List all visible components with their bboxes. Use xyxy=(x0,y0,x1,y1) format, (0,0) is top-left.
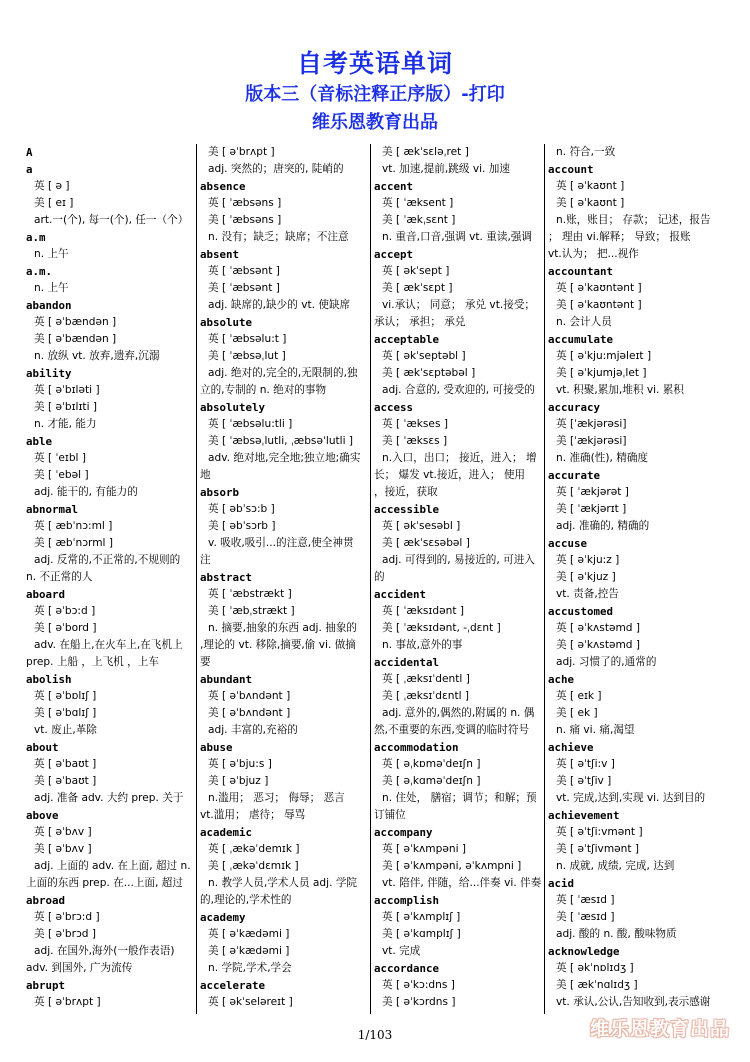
entry-line: prep. 上船 ，上飞机 ，上车 xyxy=(26,656,159,668)
entry-line: 上面的东西 prep. 在...上面, 超过 xyxy=(26,877,183,889)
headword: account xyxy=(548,163,594,176)
entry-line: 美 [ əˈbjuz ] xyxy=(208,775,269,787)
entry-line: vt.滥用； 虐待； 辱骂 xyxy=(200,809,306,821)
entry-line: 英 [ əkˈseləreɪt ] xyxy=(208,996,293,1008)
entry-line: 地 xyxy=(200,469,211,481)
entry-line: 美 [ əˈkædəmi ] xyxy=(208,945,290,957)
headword: accumulate xyxy=(548,333,614,346)
entry-line: n. 才能, 能力 xyxy=(34,418,97,430)
headword: acid xyxy=(548,877,575,890)
entry-line: 然,不重要的东西,变调的临时符号 xyxy=(374,724,530,736)
entry-line: 美 [ ækˈsɛpt ] xyxy=(382,282,453,294)
headword: accelerate xyxy=(200,979,266,992)
entry-line: 美 [ əˈkaʊntənt ] xyxy=(556,299,642,311)
entry-line: 美 [ əˈbaʊt ] xyxy=(34,775,97,787)
entry-line: 英 [ˈækjərəsi] xyxy=(556,418,627,430)
entry-line: 英 [ ˈæbsəns ] xyxy=(208,197,282,209)
entry-line: adj. 绝对的,完全的,无限制的,独 xyxy=(208,367,358,379)
entry-line: adj. 上面的 adv. 在上面, 超过 n. xyxy=(34,860,191,872)
entry-line: 英 [ ˈækjərət ] xyxy=(556,486,629,498)
entry-line: n. 成就, 成绩, 完成, 达到 xyxy=(556,860,675,872)
entry-line: 美 [ əˈkʌmpəni, əˈkʌmpni ] xyxy=(382,860,522,872)
entry-line: 英 [ ə ] xyxy=(34,180,70,192)
entry-line: n.账，账目； 存款； 记述，报告 xyxy=(556,214,711,226)
entry-line: 美 [ əˈkɑmplɪʃ ] xyxy=(382,928,461,940)
headword: acknowledge xyxy=(548,945,620,958)
headword: accordance xyxy=(374,962,440,975)
entry-line: n. 符合,一致 xyxy=(556,146,616,158)
headword: accessible xyxy=(374,503,440,516)
entry-line: 美 [ eɪ ] xyxy=(34,197,74,209)
entry-line: 英 [ əˈbrɔ:d ] xyxy=(34,911,100,923)
entry-line: 英 [ əˈkaʊntənt ] xyxy=(556,282,642,294)
entry-line: 美 [ æbˈnɔrml ] xyxy=(34,537,113,549)
entry-line: 美 [ əˌkɑməˈdeɪʃn ] xyxy=(382,775,481,787)
entry-line: n. 上午 xyxy=(34,248,69,260)
entry-line: 美 [ əˈtʃiv ] xyxy=(556,775,612,787)
entry-line: 英 [ ˈæksɪdənt ] xyxy=(382,605,464,617)
entry-line: 英 [ əˈtʃi:vmənt ] xyxy=(556,826,643,838)
entry-line: 英 [ əˈkʌmpəni ] xyxy=(382,843,467,855)
entry-line: adj. 反常的,不正常的,不规则的 xyxy=(34,554,181,566)
entry-line: n. 会计人员 xyxy=(556,316,612,328)
entry-line: 英 [ əˈkædəmi ] xyxy=(208,928,290,940)
entry-line: 英 [ ˈækses ] xyxy=(382,418,448,430)
document-title: 自考英语单词 xyxy=(296,49,453,78)
entry-line: 英 [ ˌæksɪˈdentl ] xyxy=(382,673,470,685)
entry-line: 美 [ ˈæbsənt ] xyxy=(208,282,280,294)
entry-line: ,理论的 vt. 移除,摘要,偷 vi. 做摘 xyxy=(200,639,356,651)
entry-line: 英 [ əˈkju:mjəleɪt ] xyxy=(556,350,652,362)
headword: ache xyxy=(548,673,575,686)
entry-line: 订铺位 xyxy=(374,809,406,821)
entry-line: 美 [ əˈkʌstəmd ] xyxy=(556,639,641,651)
entry-line: 的,理论的,学术性的 xyxy=(200,894,292,906)
entry-line: 美 [ ækˈsɛsəbəl ] xyxy=(382,537,470,549)
entry-line: 英 [ əˈbʌv ] xyxy=(34,826,92,838)
entry-line: 的 xyxy=(374,571,385,583)
headword: achieve xyxy=(548,741,594,754)
entry-line: vt. 承认,公认,告知收到,表示感谢 xyxy=(556,996,711,1008)
entry-line: 英 [ æbˈnɔ:ml ] xyxy=(34,520,113,532)
headword: abundant xyxy=(200,673,253,686)
headword: accompany xyxy=(374,826,433,839)
entry-line: vt. 积聚,累加,堆积 vi. 累积 xyxy=(556,384,684,396)
document-publisher: 维乐恩教育出品 xyxy=(312,112,438,133)
entry-line: vi.承认； 同意； 承兑 vt.接受； xyxy=(382,299,536,311)
entry-line: 美 [ əˈbʌndənt ] xyxy=(208,707,291,719)
headword: abuse xyxy=(200,741,233,754)
entry-line: vt. 完成 xyxy=(382,945,421,957)
headword: accuse xyxy=(548,537,588,550)
headword: above xyxy=(26,809,59,822)
entry-line: 英 [ əˈbɪləti ] xyxy=(34,384,100,396)
entry-line: adj. 丰富的,充裕的 xyxy=(208,724,298,736)
headword: abrupt xyxy=(26,979,66,992)
headword: abnormal xyxy=(26,503,79,516)
entry-line: vt.认为； 把...视作 xyxy=(548,248,639,260)
headword: about xyxy=(26,741,59,754)
watermark-logo: 维乐恩教育出品 xyxy=(590,1018,731,1040)
entry-line: n. 上午 xyxy=(34,282,69,294)
entry-line: n. 准确(性), 精确度 xyxy=(556,452,649,464)
entry-line: adj. 突然的；唐突的, 陡峭的 xyxy=(208,163,344,175)
headword: accomplish xyxy=(374,894,440,907)
entry-line: 美 [ ˈæbsəns ] xyxy=(208,214,282,226)
entry-line: 承认； 承担； 承兑 xyxy=(374,316,466,328)
vocab-column-1 xyxy=(26,144,192,1012)
entry-line: adj. 酸的 n. 酸, 酸味物质 xyxy=(556,928,677,940)
entry-line: n. 学院,学术,学会 xyxy=(208,962,292,974)
entry-line: 美 [ˈækjərəsi] xyxy=(556,435,627,447)
entry-line: vt. 完成,达到,实现 vi. 达到目的 xyxy=(556,792,706,804)
entry-line: 长； 爆发 vt.接近，进入； 使用 xyxy=(374,469,526,481)
headword: absent xyxy=(200,248,240,261)
headword: achievement xyxy=(548,809,620,822)
entry-line: adj. 缺席的,缺少的 vt. 使缺席 xyxy=(208,299,351,311)
headword: accept xyxy=(374,248,414,261)
entry-line: 英 [ eɪk ] xyxy=(556,690,602,702)
headword: absence xyxy=(200,180,246,193)
entry-line: 美 [ ˈebəl ] xyxy=(34,469,89,481)
entry-line: 美 [ əˈtʃivmənt ] xyxy=(556,843,640,855)
entry-line: adj. 意外的,偶然的,附属的 n. 偶 xyxy=(382,707,535,719)
entry-line: adj. 可得到的, 易接近的, 可进入 xyxy=(382,554,535,566)
entry-line: 美 [ əˈkjuz ] xyxy=(556,571,616,583)
headword: abandon xyxy=(26,299,72,312)
headword: accidental xyxy=(374,656,440,669)
entry-line: 英 [ ˈæbsəlu:tli ] xyxy=(208,418,293,430)
entry-line: 美 [ ˌæksɪˈdɛntl ] xyxy=(382,690,470,702)
entry-line: 美 [ ˈæbsəˌlutli, ˌæbsəˈlutli ] xyxy=(208,435,354,447)
headword: a.m xyxy=(26,231,46,244)
entry-line: n. 放纵 vt. 放弃,遗弃,沉溺 xyxy=(34,350,160,362)
entry-line: 美 [ ˈæksɪdənt, -ˌdɛnt ] xyxy=(382,622,501,634)
entry-line: vt. 责备,控告 xyxy=(556,588,619,600)
entry-line: 美 [ əˈkɔrdns ] xyxy=(382,996,456,1008)
vocab-column-4 xyxy=(548,144,724,1012)
entry-line: v. 吸收,吸引...的注意,使全神贯 xyxy=(208,537,354,549)
entry-line: 美 [ ˈækˌsɛnt ] xyxy=(382,214,456,226)
entry-line: n.滥用； 恶习； 侮辱； 恶言 xyxy=(208,792,345,804)
headword: accent xyxy=(374,180,414,193)
entry-line: 美 [ ˈækjərɪt ] xyxy=(556,503,627,515)
entry-line: 英 [ əˈkʌstəmd ] xyxy=(556,622,641,634)
entry-line: ，接近，获取 xyxy=(374,486,438,498)
entry-line: 英 [ ˈæbsəlu:t ] xyxy=(208,333,287,345)
headword: a xyxy=(26,163,33,176)
headword: accuracy xyxy=(548,401,601,414)
entry-line: adj. 习惯了的,通常的 xyxy=(556,656,657,668)
entry-line: adj. 准确的, 精确的 xyxy=(556,520,650,532)
entry-line: 美 [ əˈbord ] xyxy=(34,622,97,634)
headword: abstract xyxy=(200,571,253,584)
page-number: 1/103 xyxy=(357,1028,393,1042)
headword: access xyxy=(374,401,414,414)
entry-line: 英 [ ˈæbsənt ] xyxy=(208,265,280,277)
entry-line: 英 [ ˈæksent ] xyxy=(382,197,454,209)
headword: absolutely xyxy=(200,401,266,414)
entry-line: n. 教学人员,学术人员 adj. 学院 xyxy=(208,877,358,889)
entry-line: 美 [ ækˈsɛptəbəl ] xyxy=(382,367,476,379)
entry-line: 美 [ ækˈnɑlɪdʒ ] xyxy=(556,979,638,991)
vocab-column-2 xyxy=(200,144,366,1012)
entry-line: ； 理由 vi.解释； 导致； 报账 xyxy=(548,231,691,243)
entry-line: 美 [ əˈbɪlɪti ] xyxy=(34,401,98,413)
entry-line: 英 [ əˈbju:s ] xyxy=(208,758,272,770)
entry-line: 美 [ əˈkaʊnt ] xyxy=(556,197,625,209)
entry-line: 美 [ əˈbrɔd ] xyxy=(34,928,97,940)
vocab-column-3 xyxy=(374,144,542,1012)
headword: accurate xyxy=(548,469,601,482)
headword: absolute xyxy=(200,316,253,329)
entry-line: adj. 合意的, 受欢迎的, 可接受的 xyxy=(382,384,535,396)
entry-line: n. 不正常的人 xyxy=(26,571,93,583)
entry-line: 美 [ əˈbʌv ] xyxy=(34,843,92,855)
entry-line: n.入口，出口； 接近，进入； 增 xyxy=(382,452,537,464)
headword: a.m. xyxy=(26,265,53,278)
entry-line: 英 [ əˈbʌndənt ] xyxy=(208,690,291,702)
entry-line: n. 没有；缺乏；缺席；不注意 xyxy=(208,231,349,243)
entry-line: vt. 废止,革除 xyxy=(34,724,97,736)
entry-line: 英 [ əkˈsesəbl ] xyxy=(382,520,461,532)
headword: academy xyxy=(200,911,246,924)
entry-line: 英 [ əˈkʌmplɪʃ ] xyxy=(382,911,461,923)
entry-line: art.一(个), 每一(个), 任一（个） xyxy=(34,214,189,226)
entry-line: 英 [ əˈbændən ] xyxy=(34,316,117,328)
entry-line: 英 [ əˈbɔ:d ] xyxy=(34,605,96,617)
entry-line: 美 [ əbˈsɔrb ] xyxy=(208,520,276,532)
entry-line: 美 [ ˌækəˈdɛmɪk ] xyxy=(208,860,299,872)
headword: abolish xyxy=(26,673,72,686)
headword: accountant xyxy=(548,265,614,278)
entry-line: 美 [ ækˈsɛləˌret ] xyxy=(382,146,469,158)
entry-line: 英 [ əˈkju:z ] xyxy=(556,554,620,566)
headword: able xyxy=(26,435,53,448)
headword: accustomed xyxy=(548,605,614,618)
column-divider xyxy=(544,144,545,1014)
entry-line: 英 [ əbˈsɔ:b ] xyxy=(208,503,275,515)
entry-line: 要 xyxy=(200,656,211,668)
entry-line: vt. 陪伴, 伴随，给...伴奏 vi. 伴奏 xyxy=(382,877,542,889)
entry-line: n. 痛 vi. 痛,渴望 xyxy=(556,724,635,736)
document-subtitle: 版本三（音标注释正序版）-打印 xyxy=(245,84,505,105)
entry-line: 英 [ ˌækəˈdemɪk ] xyxy=(208,843,300,855)
entry-line: 美 [ əˈbɑlɪʃ ] xyxy=(34,707,97,719)
entry-line: adj. 准备 adv. 大约 prep. 关于 xyxy=(34,792,184,804)
headword: aboard xyxy=(26,588,66,601)
entry-line: 美 [ ˈæbsəˌlut ] xyxy=(208,350,286,362)
entry-line: 美 [ əˈkjumjəˌlet ] xyxy=(556,367,647,379)
entry-line: 英 [ ˈæbstrækt ] xyxy=(208,588,292,600)
entry-line: 美 [ ˈæksɛs ] xyxy=(382,435,448,447)
column-divider xyxy=(196,144,197,1014)
entry-line: n. 重音,口音,强调 vt. 重读,强调 xyxy=(382,231,533,243)
entry-line: 美 [ ek ] xyxy=(556,707,598,719)
entry-line: adj. 在国外,海外(一般作表语) xyxy=(34,945,175,957)
headword: accident xyxy=(374,588,427,601)
entry-line: 英 [ əˈkɔ:dns ] xyxy=(382,979,455,991)
entry-line: adj. 能干的, 有能力的 xyxy=(34,486,138,498)
headword: abroad xyxy=(26,894,66,907)
entry-line: 英 [ əˈbɒlɪʃ ] xyxy=(34,690,97,702)
headword: A xyxy=(26,146,33,159)
entry-line: 美 [ ˈæbˌstrækt ] xyxy=(208,605,295,617)
entry-line: 美 [ ˈæsɪd ] xyxy=(556,911,615,923)
entry-line: 英 [ əkˈsept ] xyxy=(382,265,450,277)
entry-line: 英 [ əˈtʃi:v ] xyxy=(556,758,615,770)
entry-line: 英 [ ˈeɪbl ] xyxy=(34,452,86,464)
entry-line: n. 事故,意外的事 xyxy=(382,639,463,651)
headword: accommodation xyxy=(374,741,459,754)
headword: academic xyxy=(200,826,253,839)
entry-line: 美 [ əˈbrʌpt ] xyxy=(208,146,275,158)
entry-line: 英 [ əkˈseptəbl ] xyxy=(382,350,466,362)
entry-line: 英 [ əˈbrʌpt ] xyxy=(34,996,101,1008)
entry-line: vt. 加速,提前,跳级 vi. 加速 xyxy=(382,163,510,175)
entry-line: 英 [ ˈæsɪd ] xyxy=(556,894,615,906)
headword: absorb xyxy=(200,486,240,499)
column-divider xyxy=(370,144,371,1014)
entry-line: 英 [ əˈbaʊt ] xyxy=(34,758,97,770)
headword: acceptable xyxy=(374,333,440,346)
entry-line: 立的,专制的 n. 绝对的事物 xyxy=(200,384,327,396)
entry-line: adv. 绝对地,完全地;独立地;确实 xyxy=(208,452,361,464)
entry-line: 美 [ əˈbændən ] xyxy=(34,333,117,345)
entry-line: n. 摘要,抽象的东西 adj. 抽象的 xyxy=(208,622,358,634)
entry-line: 英 [ əˈkaʊnt ] xyxy=(556,180,625,192)
entry-line: 注 xyxy=(200,554,211,566)
entry-line: 英 [ əkˈnɒlɪdʒ ] xyxy=(556,962,634,974)
entry-line: adv. 在船上,在火车上,在飞机上 xyxy=(34,639,183,651)
entry-line: 英 [ əˌkɒməˈdeɪʃn ] xyxy=(382,758,481,770)
entry-line: n. 住处， 膳宿；调节；和解；预 xyxy=(382,792,537,804)
entry-line: adv. 到国外, 广为流传 xyxy=(26,962,133,974)
headword: ability xyxy=(26,367,72,380)
